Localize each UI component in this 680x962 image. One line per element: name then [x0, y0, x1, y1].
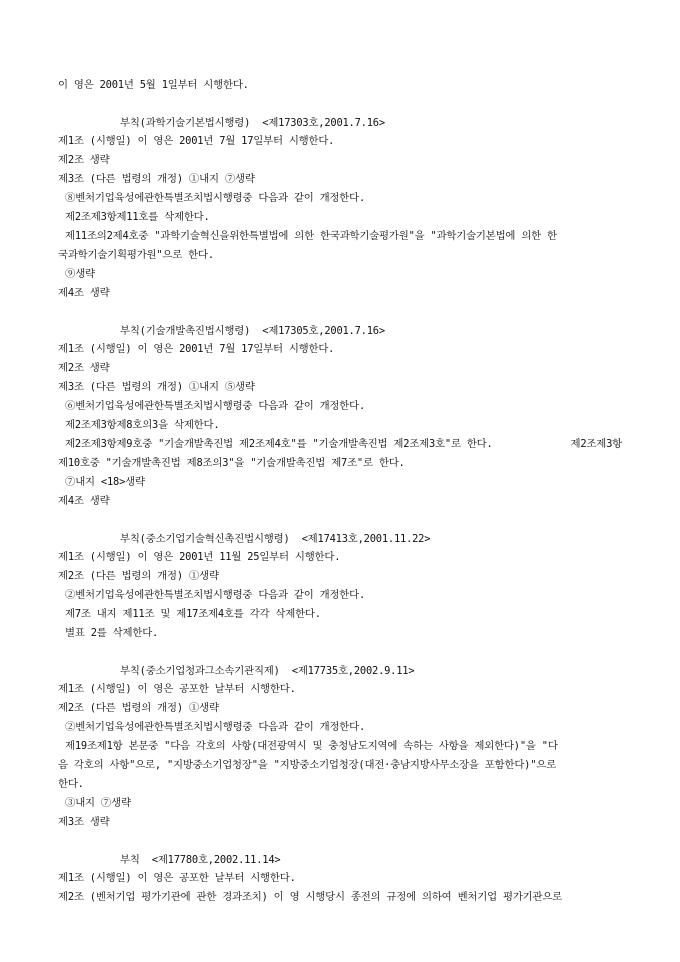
text-segment: 제2조제3항 — [570, 438, 622, 450]
text-line: 제1조 (시행일) 이 영은 2001년 7월 17일부터 시행한다. — [58, 135, 335, 147]
text-line: 제10호중 "기술개발촉진법 제8조의3"을 "기술개발촉진법 제7조"로 한다. — [58, 457, 405, 469]
text-line: 제1조 (시행일) 이 영은 2001년 11월 25일부터 시행한다. — [58, 551, 341, 563]
text-line: 제2조 (벤처기업 평가기관에 관한 경과조치) 이 영 시행당시 종전의 규정에 의하여 벤처기업 평가기관으로 — [58, 891, 562, 903]
text-line: 제2조 생략 — [58, 154, 110, 166]
text-line: ③내지 ⑦생략 — [65, 797, 131, 809]
text-line: 제2조 생략 — [58, 362, 110, 374]
text-line: 음 각호의 사항"으로, "지방중소기업청장"을 "지방중소기업청장(대전·충남지방사무소장을 포함한다)"으로 — [58, 759, 556, 771]
text-line: ⑨생략 — [65, 268, 95, 280]
text-line: 국과학기술기획평가원"으로 한다. — [58, 249, 214, 261]
text-line: 제4조 생략 — [58, 287, 110, 299]
text-line: 제1조 (시행일) 이 영은 공포한 날부터 시행한다. — [58, 872, 296, 884]
text-line: 제2조제3항제8호의3을 삭제한다. — [65, 419, 220, 431]
text-line: 제1조 (시행일) 이 영은 2001년 7월 17일부터 시행한다. — [58, 343, 335, 355]
text-line: 제3조 (다른 법령의 개정) ①내지 ⑤생략 — [58, 381, 255, 393]
text-line: ⑦내지 <18>생략 — [65, 476, 145, 488]
text-line: ⑧벤처기업육성에관한특별조치법시행령중 다음과 같이 개정한다. — [65, 192, 366, 204]
text-line: 제7조 내지 제11조 및 제17조제4호를 각각 삭제한다. — [65, 608, 321, 620]
text-line: 제2조 (다른 법령의 개정) ①생략 — [58, 702, 219, 714]
text-segment: 제2조제3항제9호중 "기술개발촉진법 제2조제4호"를 "기술개발촉진법 제2조제3호"로 한다. — [65, 438, 493, 450]
text-line: 이 영은 2001년 5월 1일부터 시행한다. — [58, 79, 249, 91]
text-line — [65, 437, 622, 451]
addendum-heading: 부칙(과학기술기본법시행령) <제17303호,2001.7.16> — [120, 117, 385, 129]
text-line: 제19조제1항 본문중 "다음 각호의 사항(대전광역시 및 충청남도지역에 속하는 사항을 제외한다)"을 "다 — [65, 740, 558, 752]
text-line: 제11조의2제4호중 "과학기술혁신을위한특별법에 의한 한국과학기술평가원"을 "과학기술기본법에 의한 한 — [65, 230, 557, 242]
text-line: 제1조 (시행일) 이 영은 공포한 날부터 시행한다. — [58, 683, 296, 695]
text-line: 제4조 생략 — [58, 495, 110, 507]
addendum-heading: 부칙 <제17780호,2002.11.14> — [120, 854, 281, 866]
addendum-heading: 부칙(기술개발촉진법시행령) <제17305호,2001.7.16> — [120, 325, 385, 337]
text-line: ②벤처기업육성에관한특별조치법시행령중 다음과 같이 개정한다. — [65, 589, 366, 601]
text-line: 별표 2를 삭제한다. — [65, 627, 159, 639]
text-line: ⑥벤처기업육성에관한특별조치법시행령중 다음과 같이 개정한다. — [65, 400, 366, 412]
text-line: 제3조 (다른 법령의 개정) ①내지 ⑦생략 — [58, 173, 255, 185]
text-line: ②벤처기업육성에관한특별조치법시행령중 다음과 같이 개정한다. — [65, 721, 366, 733]
text-line: 한다. — [58, 778, 84, 790]
text-line: 제2조 (다른 법령의 개정) ①생략 — [58, 570, 219, 582]
addendum-heading: 부칙(중소기업청과그소속기관직제) <제17735호,2002.9.11> — [120, 665, 415, 677]
addendum-heading: 부칙(중소기업기술혁신촉진법시행령) <제17413호,2001.11.22> — [120, 533, 431, 545]
text-line: 제3조 생략 — [58, 816, 110, 828]
text-line: 제2조제3항제11호를 삭제한다. — [65, 211, 210, 223]
